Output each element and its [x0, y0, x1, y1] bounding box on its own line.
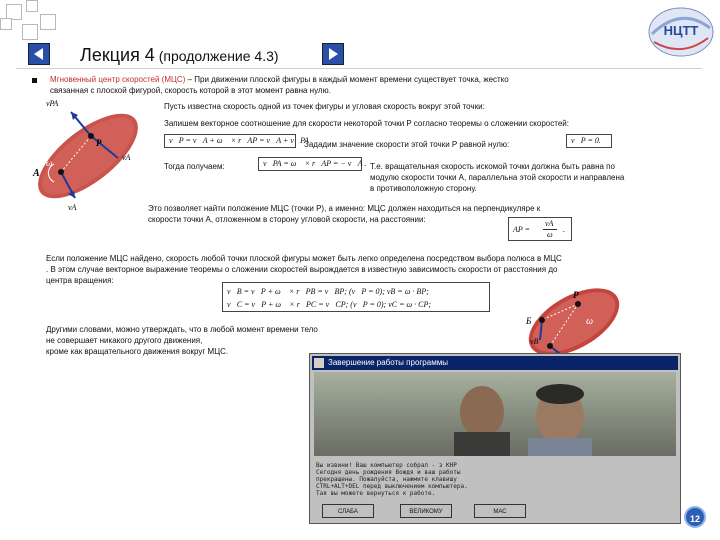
- label-vA-right: vA: [122, 153, 131, 162]
- formula-velocity-sum: v⃗P = v⃗A + ω⃗ × r⃗AP = v⃗A + v⃗PA: [164, 134, 296, 148]
- dialog-button-3[interactable]: МАС: [474, 504, 526, 518]
- prev-slide-button[interactable]: [28, 43, 50, 65]
- label-omega: ω: [46, 158, 53, 168]
- label-P2: P: [573, 290, 579, 300]
- arrow-left-icon: [29, 44, 49, 64]
- logo-text: НЦТТ: [663, 23, 699, 38]
- paragraph-mcs-found: Если положение МЦС найдено, скорость любой точки плоской фигуры может быть легко определена посредством выбора полюса в МЦС . В этом случае векторное выражение теоремы о сложении скоростей вырождается в известную зависимость скорости от расстояния до центра вращения:: [46, 254, 562, 285]
- paragraph-known-velocity: Пусть известна скорость одной из точек фигуры и угловая скорость вокруг этой точки:: [164, 102, 485, 111]
- label-A: A: [33, 168, 40, 179]
- formula-vpa: v⃗PA = ω⃗ × r⃗AP = − v⃗A .: [258, 157, 362, 171]
- paragraph-rotational-note: Т.е. вращательная скорость искомой точки должна быть равна по модулю скорости точки А, параллельна этой скорости и направлена в противоположную сторону.: [370, 162, 625, 193]
- label-vA-bottom: vA: [68, 203, 77, 212]
- paragraph-find-mcs: Это позволяет найти положение МЦС (точки P), а именно: МЦС должен находиться на перпендикуляре к скорости точки A, отложенном в сторону угловой скорости, на расстоянии:: [148, 204, 541, 224]
- label-omega2: ω: [586, 316, 594, 327]
- label-vPA: vPA: [46, 99, 59, 108]
- deco-square: [0, 18, 12, 30]
- definition-term: Мгновенный центр скоростей (МЦС): [50, 75, 186, 84]
- label-B: Б: [526, 316, 532, 326]
- paragraph-set-zero: Зададим значение скорости этой точки P равной нулю:: [304, 140, 510, 149]
- formula-vp-zero: v⃗P = 0.: [566, 134, 612, 148]
- label-P: P: [96, 138, 102, 148]
- logo-icon: [646, 4, 716, 60]
- formula-ap: AP = vA ω .: [508, 217, 572, 241]
- page-number: 12: [684, 506, 706, 528]
- title-divider: [16, 68, 702, 69]
- deco-square: [40, 14, 56, 30]
- dialog-photo: [314, 372, 676, 456]
- dialog-button-1[interactable]: СЛАБА: [322, 504, 374, 518]
- dialog-title: Завершение работы программы: [312, 356, 678, 370]
- deco-square: [26, 0, 38, 12]
- portrait-image-icon: [314, 372, 676, 456]
- definition: Мгновенный центр скоростей (МЦС) – При движении плоской фигуры в каждый момент времени существует точка, жестко связанная с плоской фигурой, скорость которой в этот момент равна нулю.: [50, 75, 509, 95]
- dialog-window-icon: [314, 358, 324, 368]
- formula-point-velocities: v⃗B = v⃗P + ω⃗ × r⃗PB = v⃗BP; (v⃗P = 0); vB = ω · BP; v⃗C = v⃗P + ω⃗ × r⃗PC = v⃗CP; (v⃗P = 0); vC = ω · CP;: [222, 282, 490, 312]
- shutdown-dialog: [309, 353, 681, 524]
- dialog-message: Вы извини! Ваш компьютер собрал - з КНР Сегодня день рождения Вождя и ваш работы прекращены. Пожалуйста, нажмите клавишу CTRL+ALT+DEL перед выключением компьютера. Тая вы можете вернуться к работе.: [316, 462, 468, 497]
- page-title: Лекция 4 (продолжение 4.3): [80, 45, 279, 65]
- bullet-icon: [32, 78, 37, 83]
- label-vB: vB: [530, 337, 539, 346]
- deco-square: [22, 24, 38, 40]
- figure-velocity-diagram-1: [26, 96, 156, 216]
- paragraph-then: Тогда получаем:: [164, 162, 225, 171]
- arrow-right-icon: [323, 44, 343, 64]
- dialog-button-2[interactable]: ВЕЛИКОМУ: [400, 504, 452, 518]
- paragraph-conclusion: Другими словами, можно утверждать, что в любой момент времени тело не совершает никакого другого движения, кроме как вращательного движения вокруг МЦС.: [46, 325, 318, 356]
- next-slide-button[interactable]: [322, 43, 344, 65]
- paragraph-vector-relation: Запишем векторное соотношение для скорости некоторой точки P согласно теоремы о сложении скоростей:: [164, 119, 569, 128]
